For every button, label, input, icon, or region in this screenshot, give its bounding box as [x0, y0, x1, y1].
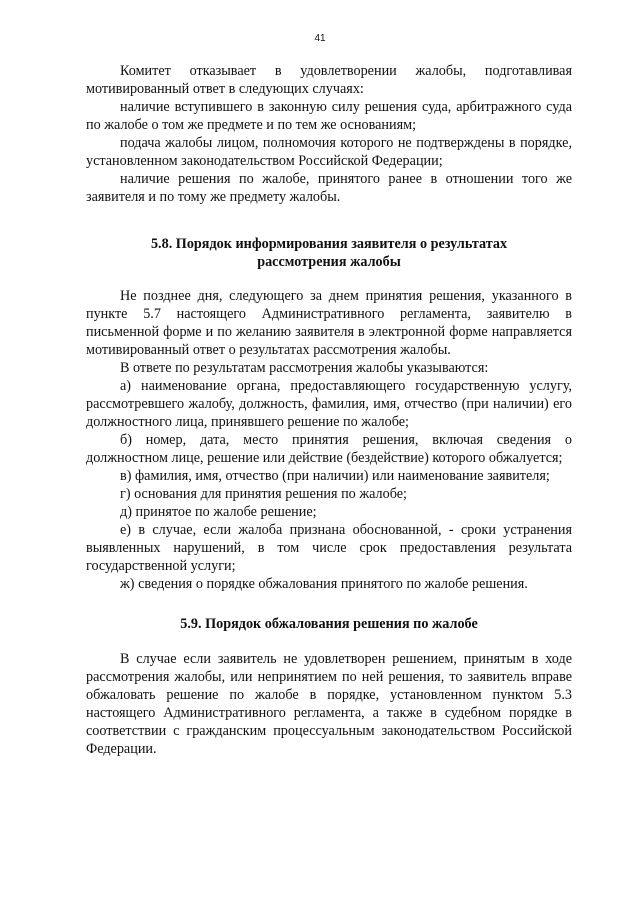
section-5-8-heading — [86, 235, 572, 271]
paragraph: Комитет отказывает в удовлетворении жалобы, подготавливая мотивированный ответ в следующих случаях: — [86, 63, 572, 97]
section-5-8-body — [86, 287, 572, 593]
paragraph: В ответе по результатам рассмотрения жалобы указываются: — [120, 360, 489, 376]
list-item: наличие вступившего в законную силу решения суда, арбитражного суда по жалобе о том же предмете и по тем же основаниям; — [86, 99, 572, 133]
list-item: г) основания для принятия решения по жалобе; — [120, 486, 407, 502]
list-item: б) номер, дата, место принятия решения, включая сведения о должностном лице, решение или действие (бездействие) которого обжалуется; — [86, 432, 572, 466]
list-item: в) фамилия, имя, отчество (при наличии) или наименование заявителя; — [120, 468, 550, 484]
paragraph: Не позднее дня, следующего за днем принятия решения, указанного в пункте 5.7 настоящего Административного регламента, заявителю в письменной форме и по желанию заявителя в электронной форме направляется мотивированный ответ о результатах рассмотрения жалобы. — [86, 288, 572, 358]
list-item: д) принятое по жалобе решение; — [120, 504, 317, 520]
list-item: ж) сведения о порядке обжалования принятого по жалобе решения. — [120, 576, 528, 592]
heading-line: 5.9. Порядок обжалования решения по жалобе — [180, 616, 478, 632]
section-5-9-body — [86, 650, 572, 758]
heading-line: 5.8. Порядок информирования заявителя о результатах — [150, 236, 508, 252]
list-item: а) наименование органа, предоставляющего государственную услугу, рассмотревшего жалобу, должность, фамилия, имя, отчество (при наличии) его должностного лица, принявшего решение по жалобе; — [86, 378, 572, 430]
list-item: подача жалобы лицом, полномочия которого не подтверждены в порядке, установленном законодательством Российской Федерации; — [86, 135, 572, 169]
section-5-9-heading — [86, 615, 572, 633]
heading-line: рассмотрения жалобы — [257, 254, 401, 270]
page-number: 41 — [314, 33, 326, 44]
complaint-refusal-block — [86, 62, 572, 206]
list-item: наличие решения по жалобе, принятого ранее в отношении того же заявителя и по тому же предмету жалобы. — [86, 171, 572, 205]
list-item: е) в случае, если жалоба признана обоснованной, - сроки устранения выявленных нарушений, в том числе срок предоставления результата государственной услуги; — [86, 522, 572, 574]
paragraph: В случае если заявитель не удовлетворен решением, принятым в ходе рассмотрения жалобы, или непринятием по ней решения, то заявитель вправе обжаловать решение по жалобе в порядке, установленном пунктом 5.3 настоящего Административного регламента, а также в судебном порядке в соответствии с гражданским процессуальным законодательством Российской Федерации. — [86, 651, 572, 757]
